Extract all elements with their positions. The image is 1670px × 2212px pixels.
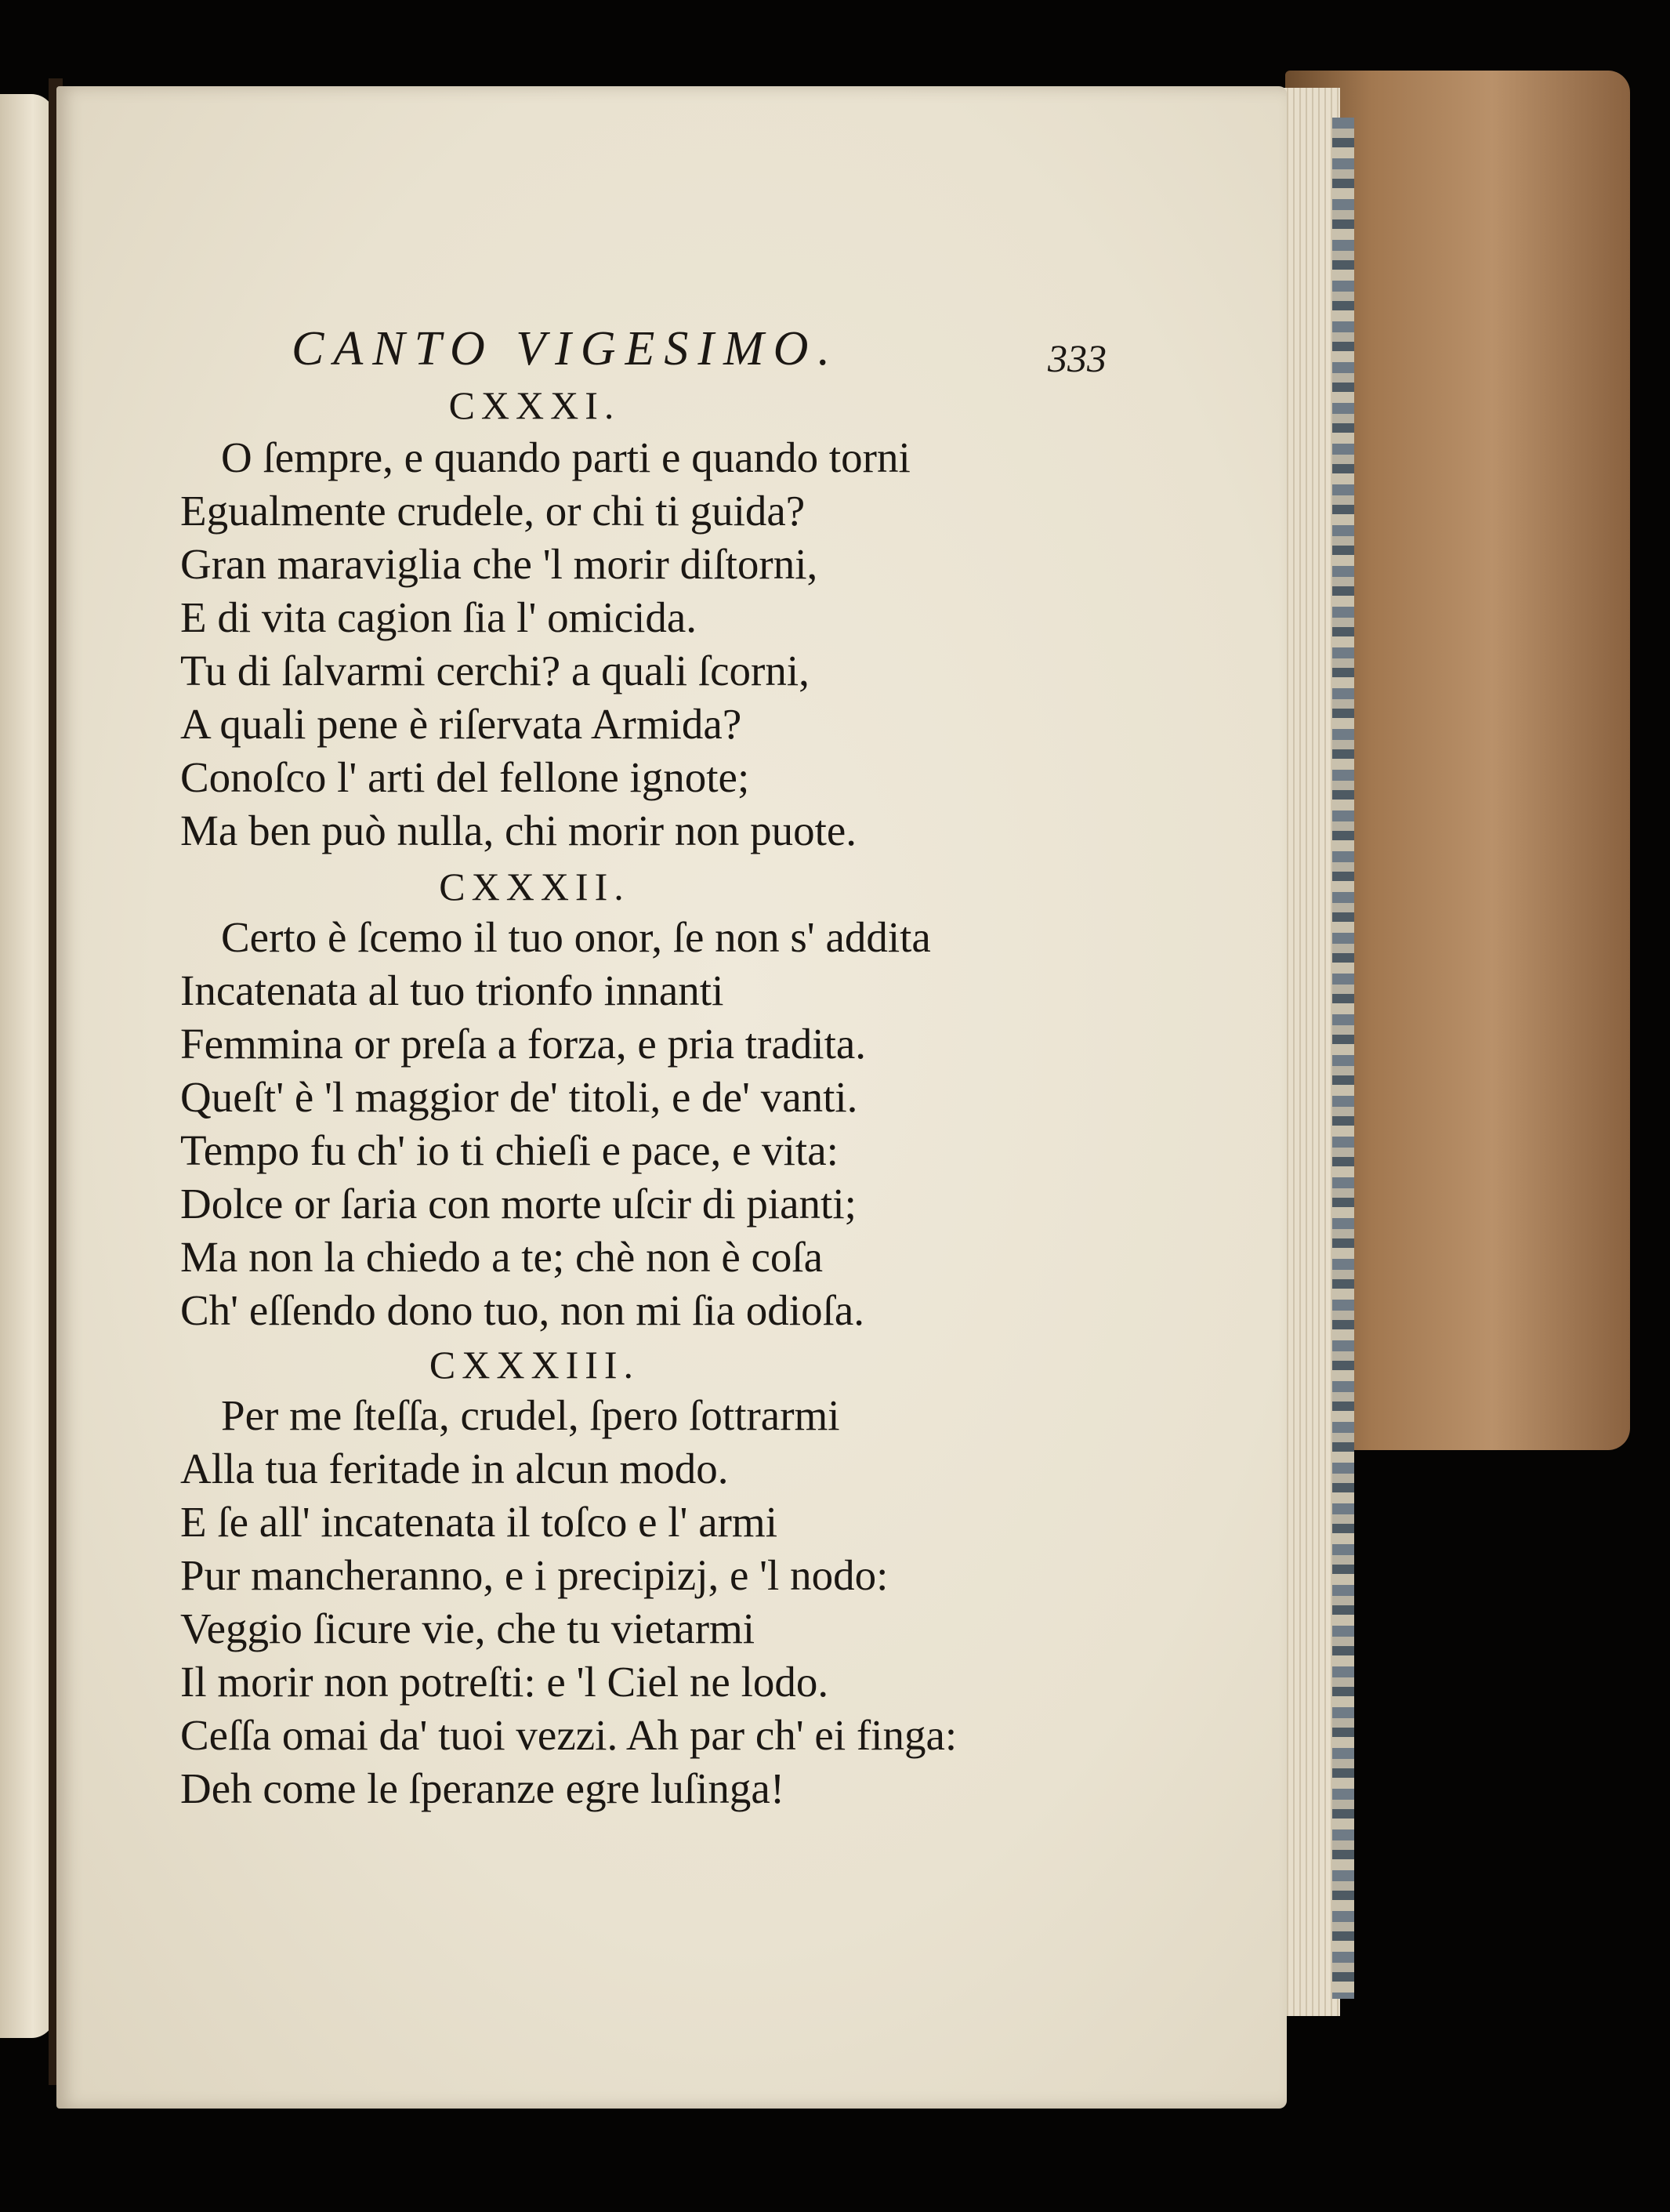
page-header — [292, 321, 1114, 384]
running-head: CANTO VIGESIMO. — [292, 322, 839, 375]
book-page — [56, 86, 1287, 2109]
verse-line: Deh come le ſperanze egre luſinga! — [180, 1764, 785, 1812]
verse-line: Tu di ſalvarmi cerchi? a quali ſcorni, — [180, 647, 810, 694]
verse-line: Dolce or ſaria con morte uſcir di pianti; — [180, 1180, 857, 1227]
marbled-edge — [1332, 118, 1354, 1999]
verse-line: A quali pene è riſervata Armida? — [180, 700, 742, 748]
verse-line: Ma ben può nulla, chi morir non puote. — [180, 807, 857, 854]
verse-line: Conoſco l' arti del fellone ignote; — [180, 753, 750, 801]
verse-line: Tempo fu ch' io ti chieſi e pace, e vita: — [180, 1126, 839, 1174]
verse-line: Egualmente crudele, or chi ti guida? — [180, 487, 806, 535]
verse-line: Ch' eſſendo dono tuo, non mi ſia odioſa. — [180, 1286, 865, 1334]
verse-line: Incatenata al tuo trionfo innanti — [180, 966, 724, 1014]
verse-line: Certo è ſcemo il tuo onor, ſe non s' addita — [221, 913, 931, 961]
page-number: 333 — [1048, 336, 1107, 380]
stanza-number: CXXXII. — [439, 865, 630, 908]
verse-line: Il morir non potreſti: e 'l Ciel ne lodo. — [180, 1658, 829, 1706]
facing-page-edge — [0, 94, 55, 2038]
verse-line: Per me ſteſſa, crudel, ſpero ſottrarmi — [221, 1391, 840, 1439]
verse-line: Ceſſa omai da' tuoi vezzi. Ah par ch' ei finga: — [180, 1711, 958, 1759]
verse-line: O ſempre, e quando parti e quando torni — [221, 433, 911, 481]
verse-line: Ma non la chiedo a te; chè non è coſa — [180, 1233, 824, 1281]
stanza-number: CXXXI. — [448, 383, 621, 427]
verse-line: E di vita cagion ſia l' omicida. — [180, 593, 697, 641]
verse-line: Alla tua feritade in alcun modo. — [180, 1445, 729, 1492]
verse-line: Queſt' è 'l maggior de' titoli, e de' vanti. — [180, 1073, 858, 1121]
verse-line: E ſe all' incatenata il toſco e l' armi — [180, 1498, 777, 1546]
verse-line: Pur mancheranno, e i precipizj, e 'l nodo: — [180, 1551, 889, 1599]
stanza-number: CXXXIII. — [429, 1343, 640, 1387]
verse-line: Veggio ſicure vie, che tu vietarmi — [180, 1605, 755, 1652]
verse-line: Gran maraviglia che 'l morir diſtorni, — [180, 540, 818, 588]
verse-line: Femmina or preſa a forza, e pria tradita. — [180, 1020, 867, 1068]
